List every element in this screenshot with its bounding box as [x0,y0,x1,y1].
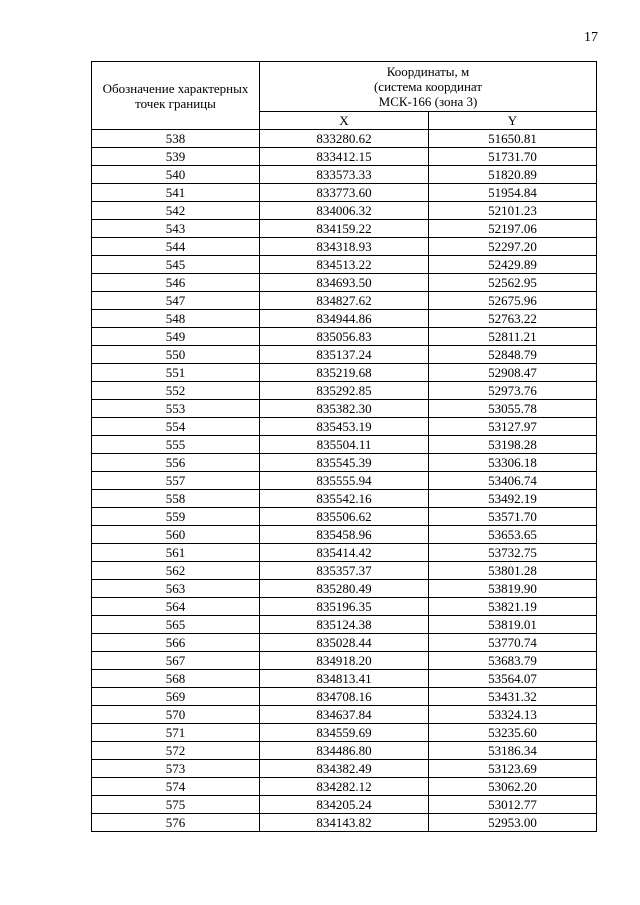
x-cell: 834813.41 [260,670,429,688]
x-cell: 835542.16 [260,490,429,508]
x-cell: 833412.15 [260,148,429,166]
table-row [92,184,597,202]
x-cell: 834637.84 [260,706,429,724]
x-cell: 835028.44 [260,634,429,652]
table-row [92,526,597,544]
table-row [92,706,597,724]
point-cell: 548 [92,310,260,328]
y-cell: 53732.75 [429,544,597,562]
point-cell: 546 [92,274,260,292]
point-cell: 545 [92,256,260,274]
table-row [92,436,597,454]
point-cell: 571 [92,724,260,742]
point-cell: 559 [92,508,260,526]
point-cell: 561 [92,544,260,562]
table-row [92,760,597,778]
y-cell: 53819.90 [429,580,597,598]
table-row [92,418,597,436]
table-row [92,742,597,760]
x-cell: 834159.22 [260,220,429,238]
point-cell: 572 [92,742,260,760]
x-cell: 835196.35 [260,598,429,616]
x-cell: 833280.62 [260,130,429,148]
point-cell: 547 [92,292,260,310]
x-cell: 834693.50 [260,274,429,292]
x-cell: 835458.96 [260,526,429,544]
x-cell: 834282.12 [260,778,429,796]
header-coordinates [260,62,597,112]
table-row [92,346,597,364]
y-cell: 51954.84 [429,184,597,202]
x-cell: 835219.68 [260,364,429,382]
x-cell: 834382.49 [260,760,429,778]
x-cell: 835414.42 [260,544,429,562]
point-cell: 576 [92,814,260,832]
point-cell: 540 [92,166,260,184]
y-cell: 53819.01 [429,616,597,634]
table-row [92,634,597,652]
table-row [92,796,597,814]
header-coordinates-line1: Координаты, м [386,64,470,79]
y-cell: 53306.18 [429,454,597,472]
x-cell: 835453.19 [260,418,429,436]
y-cell: 53127.97 [429,418,597,436]
y-cell: 53821.19 [429,598,597,616]
y-cell: 52297.20 [429,238,597,256]
x-cell: 834318.93 [260,238,429,256]
header-coordinates-line2: (система координат [373,79,483,94]
table-row [92,778,597,796]
y-cell: 53198.28 [429,436,597,454]
page-number: 17 [584,30,598,45]
y-cell: 53564.07 [429,670,597,688]
x-cell: 835137.24 [260,346,429,364]
point-cell: 551 [92,364,260,382]
header-coordinates-line3: МСК-166 (зона 3) [378,94,478,109]
table-row [92,724,597,742]
point-cell: 573 [92,760,260,778]
point-cell: 556 [92,454,260,472]
table-row [92,148,597,166]
table-row [92,508,597,526]
table-row [92,310,597,328]
y-cell: 52101.23 [429,202,597,220]
table-row [92,166,597,184]
point-cell: 552 [92,382,260,400]
table-row [92,220,597,238]
x-cell: 835382.30 [260,400,429,418]
table-row [92,256,597,274]
y-cell: 53431.32 [429,688,597,706]
table-row [92,616,597,634]
point-cell: 575 [92,796,260,814]
x-cell: 834827.62 [260,292,429,310]
table-row [92,364,597,382]
table-row [92,490,597,508]
table-row [92,544,597,562]
y-cell: 53012.77 [429,796,597,814]
point-cell: 550 [92,346,260,364]
x-cell: 834205.24 [260,796,429,814]
point-cell: 563 [92,580,260,598]
y-cell: 53683.79 [429,652,597,670]
table-row [92,454,597,472]
table-row [92,400,597,418]
point-cell: 569 [92,688,260,706]
y-cell: 53324.13 [429,706,597,724]
point-cell: 549 [92,328,260,346]
y-cell: 51731.70 [429,148,597,166]
y-cell: 52848.79 [429,346,597,364]
x-cell: 835504.11 [260,436,429,454]
x-cell: 834486.80 [260,742,429,760]
y-cell: 53770.74 [429,634,597,652]
point-cell: 570 [92,706,260,724]
x-cell: 835555.94 [260,472,429,490]
point-cell: 553 [92,400,260,418]
point-cell: 541 [92,184,260,202]
table-row [92,328,597,346]
table-header [92,62,597,130]
x-cell: 835545.39 [260,454,429,472]
point-cell: 568 [92,670,260,688]
point-cell: 567 [92,652,260,670]
point-cell: 543 [92,220,260,238]
table-row [92,580,597,598]
header-x: X [260,112,429,130]
point-cell: 539 [92,148,260,166]
x-cell: 835506.62 [260,508,429,526]
y-cell: 52763.22 [429,310,597,328]
x-cell: 834918.20 [260,652,429,670]
table-row [92,652,597,670]
x-cell: 834513.22 [260,256,429,274]
coordinates-table [91,61,597,832]
table-row [92,238,597,256]
y-cell: 52811.21 [429,328,597,346]
table-row [92,202,597,220]
y-cell: 52197.06 [429,220,597,238]
point-cell: 562 [92,562,260,580]
x-cell: 835124.38 [260,616,429,634]
y-cell: 53062.20 [429,778,597,796]
table-row [92,562,597,580]
x-cell: 835357.37 [260,562,429,580]
y-cell: 53123.69 [429,760,597,778]
y-cell: 52675.96 [429,292,597,310]
table-row [92,292,597,310]
y-cell: 53653.65 [429,526,597,544]
header-points: Обозначение характерных точек границы [92,62,260,130]
point-cell: 538 [92,130,260,148]
table-row [92,382,597,400]
point-cell: 558 [92,490,260,508]
point-cell: 560 [92,526,260,544]
y-cell: 53571.70 [429,508,597,526]
point-cell: 555 [92,436,260,454]
x-cell: 833773.60 [260,184,429,202]
point-cell: 566 [92,634,260,652]
x-cell: 835292.85 [260,382,429,400]
point-cell: 542 [92,202,260,220]
y-cell: 52429.89 [429,256,597,274]
x-cell: 835056.83 [260,328,429,346]
table-body [92,130,597,832]
table-row [92,814,597,832]
point-cell: 557 [92,472,260,490]
y-cell: 52953.00 [429,814,597,832]
x-cell: 833573.33 [260,166,429,184]
table-row [92,274,597,292]
x-cell: 834708.16 [260,688,429,706]
y-cell: 53801.28 [429,562,597,580]
point-cell: 544 [92,238,260,256]
x-cell: 834143.82 [260,814,429,832]
y-cell: 51650.81 [429,130,597,148]
table-row [92,472,597,490]
table-row [92,598,597,616]
point-cell: 574 [92,778,260,796]
x-cell: 834006.32 [260,202,429,220]
y-cell: 51820.89 [429,166,597,184]
y-cell: 52973.76 [429,382,597,400]
y-cell: 53492.19 [429,490,597,508]
y-cell: 52562.95 [429,274,597,292]
x-cell: 835280.49 [260,580,429,598]
y-cell: 53186.34 [429,742,597,760]
y-cell: 53406.74 [429,472,597,490]
x-cell: 834944.86 [260,310,429,328]
table-row [92,670,597,688]
x-cell: 834559.69 [260,724,429,742]
point-cell: 554 [92,418,260,436]
y-cell: 53235.60 [429,724,597,742]
table-row [92,688,597,706]
y-cell: 53055.78 [429,400,597,418]
table-row [92,130,597,148]
point-cell: 564 [92,598,260,616]
point-cell: 565 [92,616,260,634]
header-y: Y [429,112,597,130]
y-cell: 52908.47 [429,364,597,382]
